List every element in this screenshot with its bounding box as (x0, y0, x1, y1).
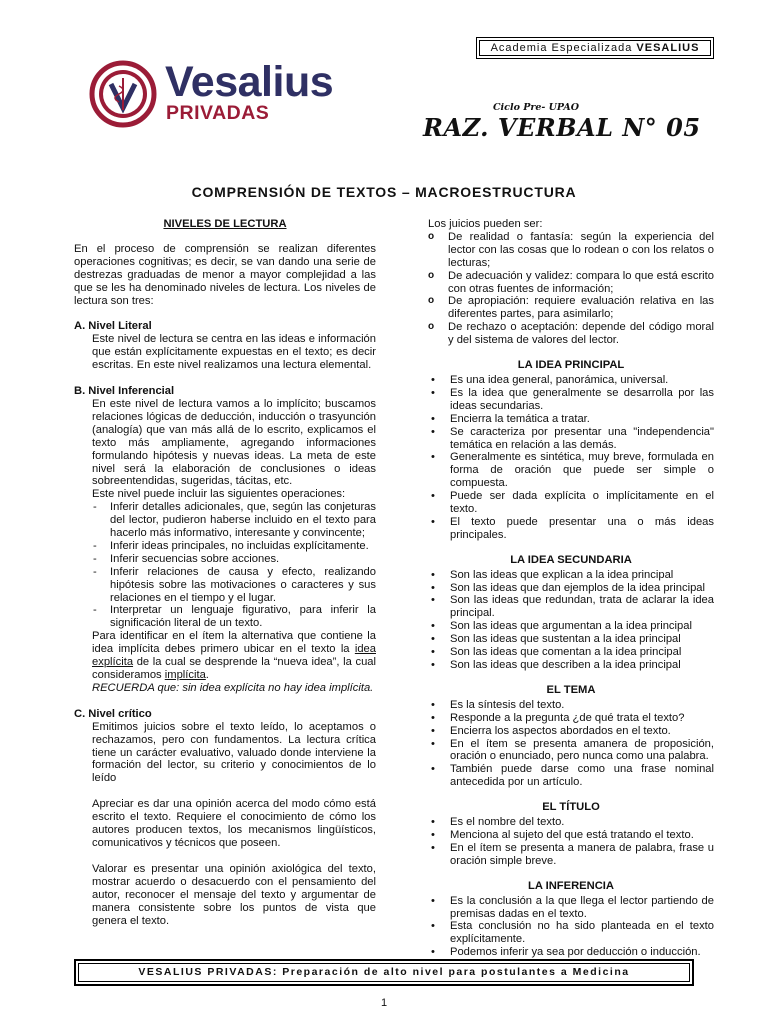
list-item: • En el ítem se presenta a manera de palabra, frase u oración simple breve. (428, 842, 714, 868)
list-item: • Podemos inferir ya sea por deducción o inducción. (428, 946, 714, 959)
list-item: • Son las ideas que dan ejemplos de la idea principal (428, 582, 714, 595)
list-item: • Responde a la pregunta ¿de qué trata el texto? (428, 712, 714, 725)
list-item: - Inferir secuencias sobre acciones. (92, 553, 376, 566)
brand-name: Vesalius (165, 58, 334, 106)
critical-level-title: C. Nivel crítico (74, 707, 152, 720)
main-idea-title: LA IDEA PRINCIPAL (517, 359, 625, 372)
list-item: • Es una idea general, panorámica, universal. (428, 374, 714, 387)
main-idea-list (428, 374, 714, 542)
judgements-intro: Los juicios pueden ser: (428, 218, 543, 230)
list-item: • Es la síntesis del texto. (428, 699, 714, 712)
levels-intro: En el proceso de comprensión se realizan diferentes operaciones cognitivas; es decir, se van dando una serie de destrezas graduadas de menor a mayor complejidad a las que se les ha denominado niveles de lectura. Los niveles de lectura son tres: (74, 242, 376, 307)
vesalius-seal-icon (88, 60, 160, 128)
note-implicit: implícita (164, 669, 206, 681)
list-item: • Son las ideas que sustentan a la idea principal (428, 633, 714, 646)
secondary-idea-title: LA IDEA SECUNDARIA (510, 553, 632, 566)
literal-level-title: A. Nivel Literal (74, 320, 152, 333)
note-text: de la cual se desprende la “nueva idea”, la cual consideramos (92, 656, 377, 681)
cycle-label: Ciclo Pre- UPAO (493, 102, 580, 113)
list-item: • Es la idea que generalmente se desarrolla por las ideas secundarias. (428, 387, 714, 413)
list-item: o De realidad o fantasía: según la experiencia del lector con las cosas que lo rodean o con los relatos o lecturas; (428, 231, 714, 270)
critical-level-text: Emitimos juicios sobre el texto leído, lo aceptamos o rechazamos, pero con fundamentos. La lectura crítica tiene un carácter evaluativo, valuado donde interviene la formación del lector, su criterio y conocimientos de lo leído (92, 720, 376, 785)
secondary-idea-list (428, 569, 714, 672)
literal-level-text: Este nivel de lectura se centra en las ideas e información que están explícitamente expuestas en el texto; es decir escritas. En este nivel realizamos una lectura elemental. (92, 333, 376, 372)
note-text: Para identificar en el ítem la alternativa que contiene la idea implícita debes primero ubicar en el texto la (92, 630, 376, 656)
section-heading: COMPRENSIÓN DE TEXTOS – MACROESTRUCTURA (191, 184, 577, 200)
theme-title: EL TEMA (546, 683, 596, 696)
list-item: • Son las ideas que comentan a la idea principal (428, 646, 714, 659)
list-item: • Se caracteriza por presentar una "independencia" temática en relación a las demás. (428, 426, 714, 452)
implicit-idea-note (74, 630, 376, 682)
apreciar-text: Apreciar es dar una opinión acerca del modo cómo está escrito el texto. Requiere el conocimiento de cómo los autores producen textos, los mecanismos lingüísticos, comunicativos y técnicos que poseen. (92, 798, 376, 849)
list-item: • Esta conclusión no ha sido planteada en el texto explícitamente. (428, 920, 714, 946)
list-item: • Menciona al sujeto del que está tratando el texto. (428, 829, 714, 842)
inferential-level-title: B. Nivel Inferencial (74, 385, 175, 398)
title-list (428, 816, 714, 868)
inferential-level-text: En este nivel de lectura vamos a lo implícito; buscamos relaciones lógicas de deducción, inducción o trasyunción (analogía) que van más allá de lo escrito, explicamos el texto más ampliamente, agregando informaciones formulando hipótesis y nuevas ideas. La meta de este nivel será la elaboración de conclusiones o ideas sobreentendidas, sugeridas, tácitas, etc. (92, 397, 376, 488)
inferential-operations-intro: Este nivel puede incluir las siguientes operaciones: (92, 488, 346, 501)
academy-name: VESALIUS (636, 41, 700, 54)
list-item: - Inferir relaciones de causa y efecto, realizando hipótesis sobre las motivaciones o caracteres y sus relaciones en el tiempo y el lugar. (92, 566, 376, 605)
list-item: • Es el nombre del texto. (428, 816, 714, 829)
footer-text: VESALIUS PRIVADAS: Preparación de alto nivel para postulantes a Medicina (138, 966, 630, 979)
right-column (428, 218, 714, 959)
title-section-title: EL TÍTULO (542, 801, 600, 814)
recuerda-note: RECUERDA que: sin idea explícita no hay idea implícita. (92, 681, 374, 694)
list-item: - Inferir detalles adicionales, que, según las conjeturas del lector, pudieron haberse incluido en el texto para hacerlo más informativo, interesante y convincente; (92, 501, 376, 540)
list-item: • Encierra la temática a tratar. (428, 413, 714, 426)
inference-title: LA INFERENCIA (528, 879, 614, 892)
list-item: • Son las ideas que redundan, trata de aclarar la idea principal. (428, 594, 714, 620)
list-item: - Interpretar un lenguaje figurativo, para inferir la significación literal de un texto. (92, 604, 376, 630)
list-item: • Son las ideas que argumentan a la idea principal (428, 620, 714, 633)
note-text: . (205, 669, 209, 681)
course-title: RAZ. VERBAL N° 05 (423, 113, 701, 142)
judgements-list (428, 231, 714, 347)
list-item: • También puede darse como una frase nominal antecedida por un artículo. (428, 763, 714, 789)
left-column (74, 218, 376, 927)
list-item: o De apropiación: requiere evaluación relativa en las diferentes partes, para asimilarlo; (428, 295, 714, 321)
list-item: o De rechazo o aceptación: depende del código moral y del sistema de valores del lector. (428, 321, 714, 347)
list-item: • Es la conclusión a la que llega el lector partiendo de premisas dadas en el texto. (428, 895, 714, 921)
inferential-operations-list (74, 501, 376, 630)
brand-subtitle: PRIVADAS (166, 102, 270, 124)
list-item: o De adecuación y validez: compara lo que está escrito con otras fuentes de información; (428, 270, 714, 296)
list-item: • Son las ideas que describen a la idea principal (428, 659, 714, 672)
footer-banner (74, 959, 694, 986)
list-item: - Inferir ideas principales, no incluidas explícitamente. (92, 540, 376, 553)
list-item: • Generalmente es sintética, muy breve, formulada en forma de oración que puede ser simple o compuesta. (428, 451, 714, 490)
inference-list (428, 895, 714, 960)
list-item: • Son las ideas que explican a la idea principal (428, 569, 714, 582)
list-item: • Encierra los aspectos abordados en el texto. (428, 725, 714, 738)
list-item: • Puede ser dada explícita o implícitamente en el texto. (428, 490, 714, 516)
list-item: • En el ítem se presenta amanera de proposición, oración o enunciado, pero nunca como una palabra. (428, 738, 714, 764)
note-explicit-idea: idea explícita (92, 643, 376, 669)
valorar-text: Valorar es presentar una opinión axiológica del texto, mostrar acuerdo o desacuerdo con el pensamiento del autor, reconocer el mensaje del texto y argumentar de manera consistente sobre los puntos de vista que genera el texto. (92, 862, 376, 927)
academy-prefix: Academia Especializada (490, 41, 633, 54)
academy-banner (476, 37, 714, 59)
levels-title: NIVELES DE LECTURA (163, 218, 287, 230)
list-item: • El texto puede presentar una o más ideas principales. (428, 516, 714, 542)
page-number: 1 (380, 997, 388, 1009)
theme-list (428, 699, 714, 789)
